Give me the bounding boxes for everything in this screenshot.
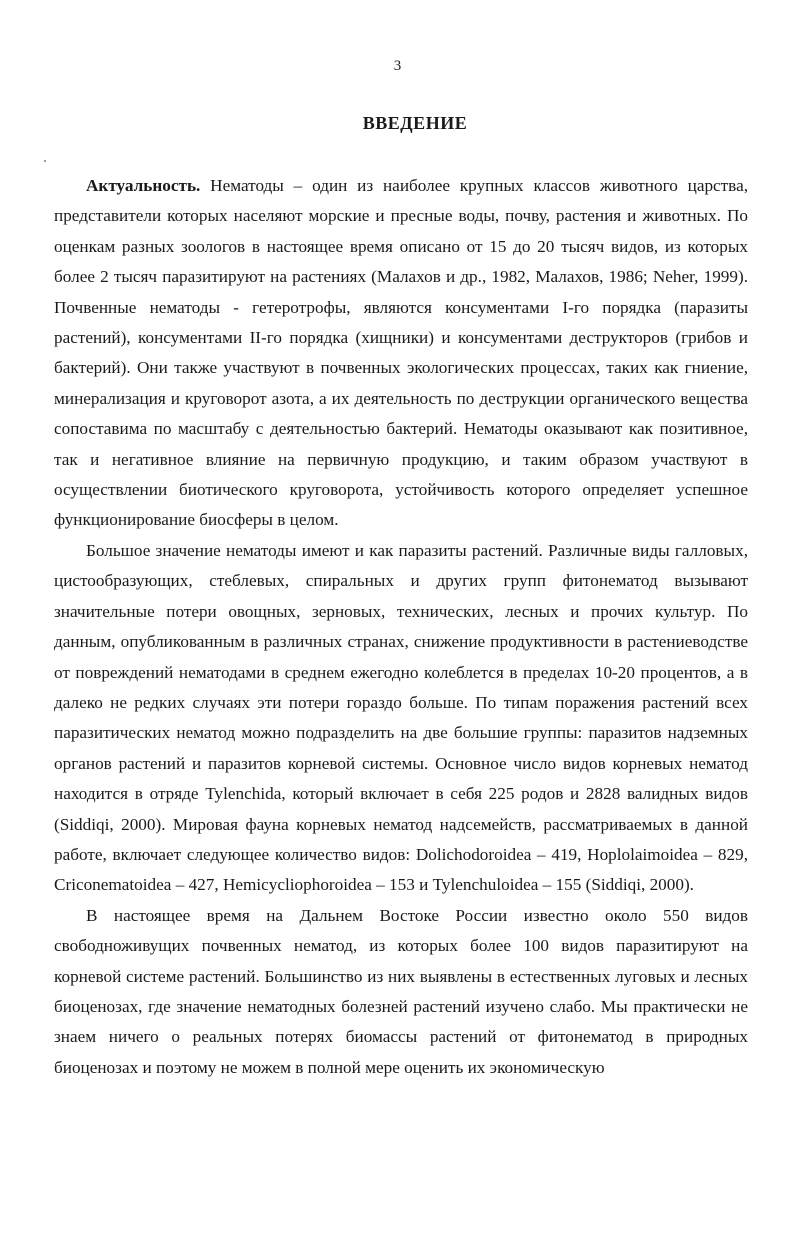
paragraph-far-east: В настоящее время на Дальнем Востоке России известно около 550 видов свободноживущих почвенных нематод, из которых более 100 видов паразитируют на корневой системе растений. Большинство из них выявлены в естественных луговых и лесных биоценозах, где значение нематодных болезней растений изучено слабо. Мы практически не знаем ничего о реальных потерях биомассы растений от фитонематод в природных биоценозах и поэтому не можем в полной мере оценить их экономическую [54,905,748,1077]
paragraph-text: Нематоды – один из наиболее крупных классов животного царства, представители которых населяют морские и пресные воды, почву, растения и животных. По оценкам разных зоологов в настоящее время описано от 15 до 20 тысяч видов, из которых более 2 тысяч паразитируют на растениях (Малахов и др., 1982, Малахов, 1986; Neher, 1999). Почвенные нематоды - гетеротрофы, являются консументами I-го порядка (паразиты растений), консументами II-го порядка (хищники) и консументами деструкторов (грибов и бактерий). Они также участвуют в почвенных экологических процессах, таких как гниение, минерализация и круговорот азота, а их деятельность по деструкции органического вещества сопоставима по масштабу с деятельностью бактерий. Нематоды оказывают как позитивное, так и негативное влияние на первичную продукцию, и таким образом участвуют в осуществлении биотического круговорота, устойчивость которого определяет успешное функционирование биосферы в целом. [54,176,748,530]
paragraph-lead: Актуальность. [86,176,201,195]
page-number: 3 [393,58,402,74]
scan-speck [44,160,46,162]
paragraph-relevance [54,171,748,536]
body-text [54,171,748,1083]
section-heading: ВВЕДЕНИЕ [362,113,468,133]
paragraph-plant-parasites: Большое значение нематоды имеют и как паразиты растений. Различные виды галловых, цистообразующих, стеблевых, спиральных и других групп фитонематод вызывают значительные потери овощных, зерновых, технических, лесных и прочих культур. По данным, опубликованным в различных странах, снижение продуктивности в растениеводстве от повреждений нематодами в среднем ежегодно колеблется в пределах 10-20 процентов, а в далеко не редких случаях эти потери гораздо больше. По типам поражения растений всех паразитических нематод можно подразделить на две большие группы: паразитов надземных органов растений и паразитов корневой системы. Основное число видов корневых нематод находится в отряде Tylenchida, который включает в себя 225 родов и 2828 валидных видов (Siddiqi, 2000). Мировая фауна корневых нематод надсемейств, рассматриваемых в данной работе, включает следующее количество видов: Dolichodoroidea – 419, Hoplolaimoidea – 829, Criconematoidea – 427, Hemicycliophoroidea – 153 и Tylenchuloidea – 155 (Siddiqi, 2000). [54,540,748,895]
